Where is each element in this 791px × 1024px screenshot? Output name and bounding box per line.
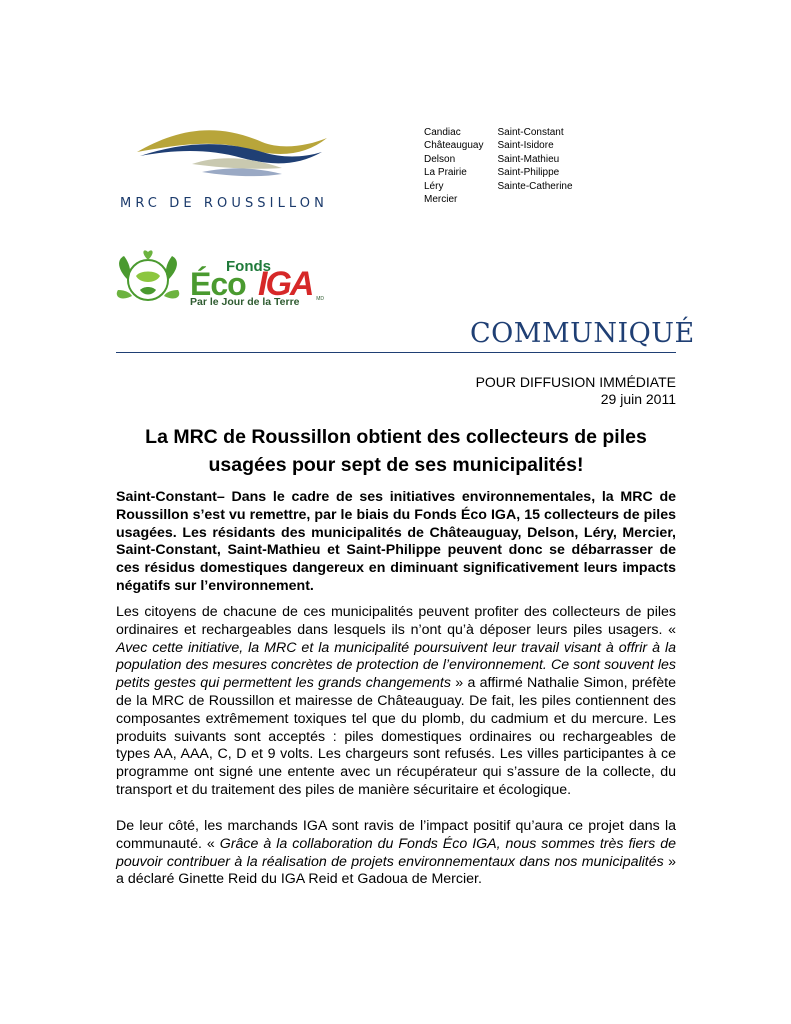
lead-paragraph: Saint-Constant– Dans le cadre de ses initiatives environnementales, la MRC de Roussillon s’est vu remettre, par le biais du Fonds Éco IGA, 15 collecteurs de piles usagées. Les résidants des municipalités de Châteauguay, Delson, Léry, Mercier, Saint-Constant, Saint-Mathieu et Saint-Philippe peuvent donc se débarrasser de ces résidus domestiques dangereux en diminuant significativement leurs impacts négatifs sur l’environnement. xyxy=(116,489,676,594)
leaf-globe-icon xyxy=(110,250,186,310)
communique-label: COMMUNIQUÉ xyxy=(470,318,695,349)
quote-text: Avec cette initiative, la MRC et la municipalité poursuivent leur travail visant à offrir à la population des mesures concrètes de protection de l’environnement. Ce sont souvent les petits gestes qui permettent les grands changements xyxy=(116,639,676,692)
municipality-item: La Prairie xyxy=(424,167,467,179)
mrc-swoosh-icon xyxy=(132,112,332,192)
municipality-item: Châteauguay xyxy=(424,140,484,152)
mrc-wordmark: MRC DE ROUSSILLON xyxy=(120,196,328,211)
diffusion-notice: POUR DIFFUSION IMMÉDIATE xyxy=(475,374,676,390)
municipality-item: Saint-Mathieu xyxy=(497,153,560,165)
release-info xyxy=(300,374,676,408)
body-paragraph-1 xyxy=(116,604,676,800)
municipality-item: Candiac xyxy=(424,127,461,138)
fonds-eco-iga-logo xyxy=(110,248,350,312)
municipality-item: Saint-Constant xyxy=(497,127,564,138)
header-divider xyxy=(116,352,676,353)
paragraph-text: » a affirmé Nathalie Simon, préfète de la MRC de Roussillon et mairesse de Châteauguay. De fait, les piles contiennent des composantes extrêmement toxiques tel que du plomb, du cadmium et du mercure. Les produits suivants sont acceptés : piles domestiques ordinaires ou rechargeables de types AA, AAA, C, D et 9 volts. Les chargeurs sont refusés. Les villes participantes à ce programme ont signé une entente avec un récupérateur qui s’assure de la collecte, du transport et du traitement des piles de manière sécuritaire et écologique. xyxy=(116,675,676,798)
iga-logo-fonds: Fonds xyxy=(226,258,271,275)
municipality-column-2 xyxy=(498,126,573,206)
municipality-item: Sainte-Catherine xyxy=(497,180,573,192)
municipality-item: Mercier xyxy=(424,194,458,206)
release-date: 29 juin 2011 xyxy=(600,391,676,407)
iga-logo-tagline: Par le Jour de la Terre xyxy=(190,296,300,308)
mrc-roussillon-logo xyxy=(110,112,360,212)
municipality-item: Saint-Isidore xyxy=(497,140,554,152)
headline: La MRC de Roussillon obtient des collecteurs de piles usagées pour sept de ses municipalités! xyxy=(145,426,647,476)
municipality-column-1 xyxy=(424,126,484,206)
municipality-item: Léry xyxy=(424,180,444,192)
iga-logo-eco: Éco xyxy=(190,266,246,302)
municipality-list xyxy=(424,126,573,206)
paragraph-text: De leur côté, les marchands IGA sont ravis de l’impact positif qu’aura ce projet dans la communauté. « xyxy=(116,818,676,852)
municipality-item: Delson xyxy=(424,153,456,165)
iga-logo-brand: IGA xyxy=(258,265,313,303)
municipality-item: Saint-Philippe xyxy=(497,167,560,179)
quote-text: Grâce à la collaboration du Fonds Éco IGA, nous sommes très fiers de pouvoir contribuer à la réalisation de projets environnementaux dans nos municipalités xyxy=(116,835,676,870)
paragraph-text: Les citoyens de chacune de ces municipalités peuvent profiter des collecteurs de piles ordinaires et rechargeables dans lesquels ils n’ont qu’à déposer leurs piles usagers. « xyxy=(116,604,676,638)
iga-logo-mark: MD xyxy=(316,296,324,302)
paragraph-text: » a déclaré Ginette Reid du IGA Reid et Gadoua de Mercier. xyxy=(116,853,676,888)
body-paragraph-2 xyxy=(116,818,676,889)
